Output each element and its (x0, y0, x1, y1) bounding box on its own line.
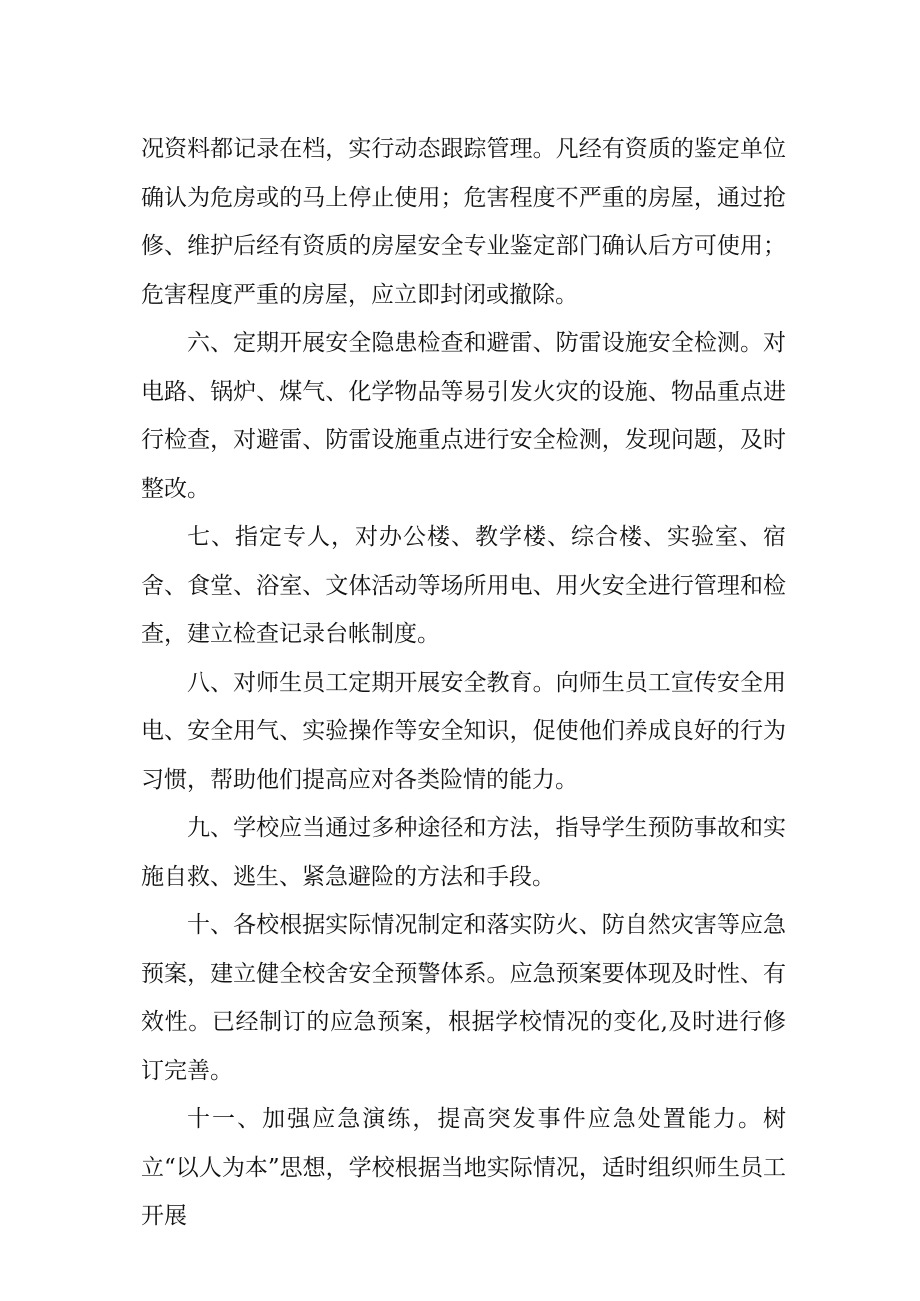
paragraph-item-10: 十、各校根据实际情况制定和落实防火、防自然灾害等应急预案，建立健全校舍安全预警体系。应急预案要体现及时性、有效性。已经制订的应急预案，根据学校情况的变化,及时进行修订完善。 (141, 912, 786, 1084)
paragraph-item-7: 七、指定专人，对办公楼、教学楼、综合楼、实验室、宿舍、食堂、浴室、文体活动等场所用电、用火安全进行管理和检查，建立检查记录台帐制度。 (141, 524, 786, 647)
paragraph-item-6: 六、定期开展安全隐患检查和避雷、防雷设施安全检测。对电路、锅炉、煤气、化学物品等易引发火灾的设施、物品重点进行检查，对避雷、防雷设施重点进行安全检测，发现问题，及时整改。 (141, 330, 786, 502)
paragraph-item-11: 十一、加强应急演练，提高突发事件应急处置能力。树立“以人为本”思想，学校根据当地实际情况，适时组织师生员工开展 (141, 1106, 786, 1229)
paragraph-item-8: 八、对师生员工定期开展安全教育。向师生员工宣传安全用电、安全用气、实验操作等安全知识，促使他们养成良好的行为习惯，帮助他们提高应对各类险情的能力。 (141, 669, 786, 793)
document-body (141, 125, 786, 1241)
paragraph-item-9: 九、学校应当通过多种途径和方法，指导学生预防事故和实施自救、逃生、紧急避险的方法和手段。 (141, 815, 786, 890)
paragraph-continued: 况资料都记录在档，实行动态跟踪管理。凡经有资质的鉴定单位确认为危房或的马上停止使用；危害程度不严重的房屋，通过抢修、维护后经有资质的房屋安全专业鉴定部门确认后方可使用；危害程度严重的房屋，应立即封闭或撤除。 (141, 136, 786, 308)
